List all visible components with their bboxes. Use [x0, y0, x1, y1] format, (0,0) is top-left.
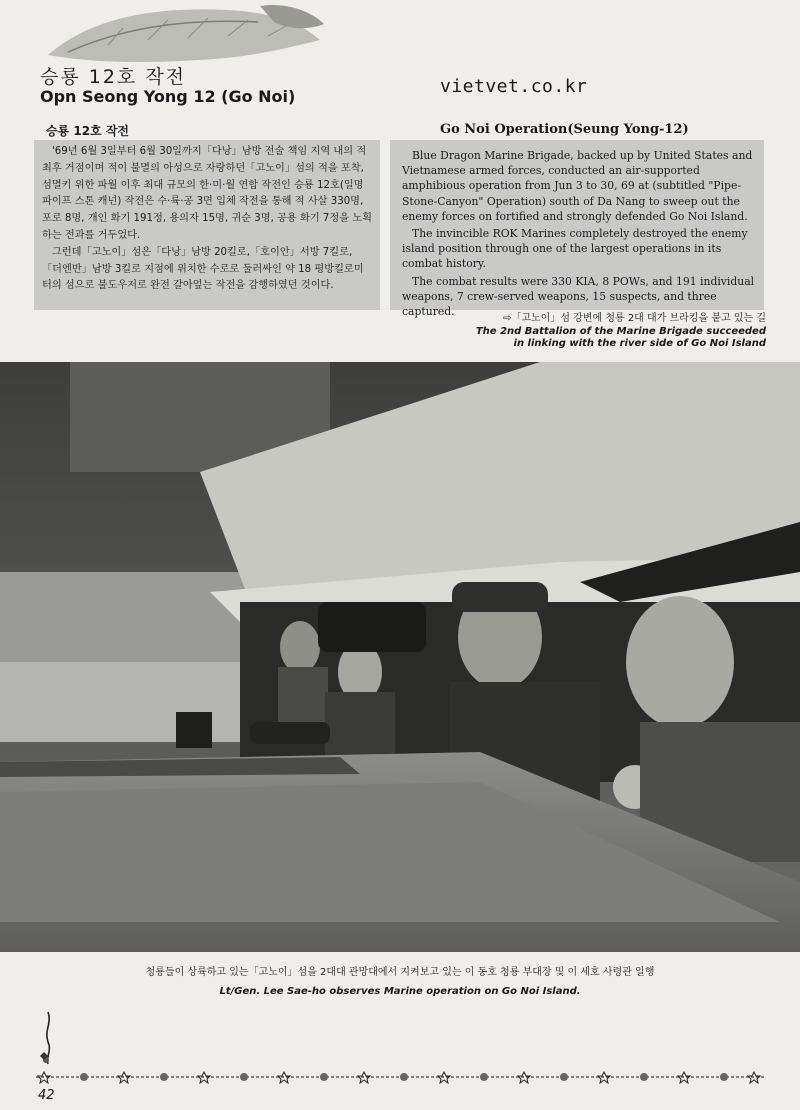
- top-caption-english-line: The 2nd Battalion of the Marine Brigade succeeded: [475, 325, 766, 337]
- korean-paragraph: 그런데「고노이」섬은「다낭」남방 20킬로,「호이안」서방 7킬로,「더엔반」남방 3킬로 지점에 위치한 수로로 둘러싸인 약 18 평방킬로미터의 섬으로 불도우저로 완전 갈아엎는 작전을 감행하였던 것이다.: [42, 246, 364, 292]
- english-paragraph: The invincible ROK Marines completely destroyed the enemy island position through one of the largest operations in its combat history.: [402, 227, 748, 271]
- top-caption-english-line: in linking with the river side of Go Noi Island: [513, 338, 766, 349]
- article-title-korean: 승룡 12호 작전: [40, 66, 187, 88]
- ornament-flourish: [36, 1010, 66, 1068]
- top-photo-caption: [476, 313, 766, 351]
- korean-article-body: [34, 140, 380, 310]
- article-title-english: Opn Seong Yong 12 (Go Noi): [40, 87, 296, 106]
- korean-section-heading: 승룡 12호 작전: [46, 124, 130, 138]
- site-watermark: vietvet.co.kr: [440, 76, 588, 97]
- observation-post-photo: [0, 362, 800, 952]
- english-paragraph: Blue Dragon Marine Brigade, backed up by United States and Vietnamese armed forces, conducted an air-supported amphibious operation from Jun 3 to 30, 69 at (subtitled "Pipe-Stone-Canyon" Operation) south of Da Nang to sweep out the enemy forces on fortified and strongly defended Go Noi Island.: [402, 149, 753, 223]
- english-section-heading: Go Noi Operation(Seung Yong-12): [440, 122, 689, 137]
- page-number: 42: [38, 1088, 55, 1103]
- english-paragraph: The combat results were 330 KIA, 8 POWs, and 191 individual weapons, 7 crew-served weapons, 15 suspects, and three captured.: [402, 274, 755, 319]
- decorative-border: [36, 1070, 764, 1084]
- photo-caption-korean: 청룡들이 상륙하고 있는「고노이」섬을 2대대 관망대에서 지켜보고 있는 이 동호 청룡 부대장 및 이 세호 사령관 일행: [145, 967, 655, 978]
- top-caption-korean: ⇨「고노이」섬 강변에 청룡 2대 대가 브라킹을 붙고 있는 길: [502, 313, 766, 324]
- photo-caption-english: Lt/Gen. Lee Sae-ho observes Marine operation on Go Noi Island.: [219, 986, 581, 997]
- korean-paragraph: '69년 6월 3일부터 6월 30일까지「다낭」남방 전술 책임 지역 내의 적 최후 거점이며 적이 불멸의 아성으로 자랑하던「고노이」섬의 적을 포착, 섬멸키 위한 파월 이후 최대 규모의 한·미·월 연합 작전인 승룡 12호(일명 파이프 스톤 캐넌) 작전은 수·륙·공 3면 입체 작전을 통해 적 사살 330명, 포로 8명, 개인 화기 191정, 용의자 15명, 귀순 3명, 공용 화기 7정을 노획하는 전과를 거두었다.: [42, 146, 373, 241]
